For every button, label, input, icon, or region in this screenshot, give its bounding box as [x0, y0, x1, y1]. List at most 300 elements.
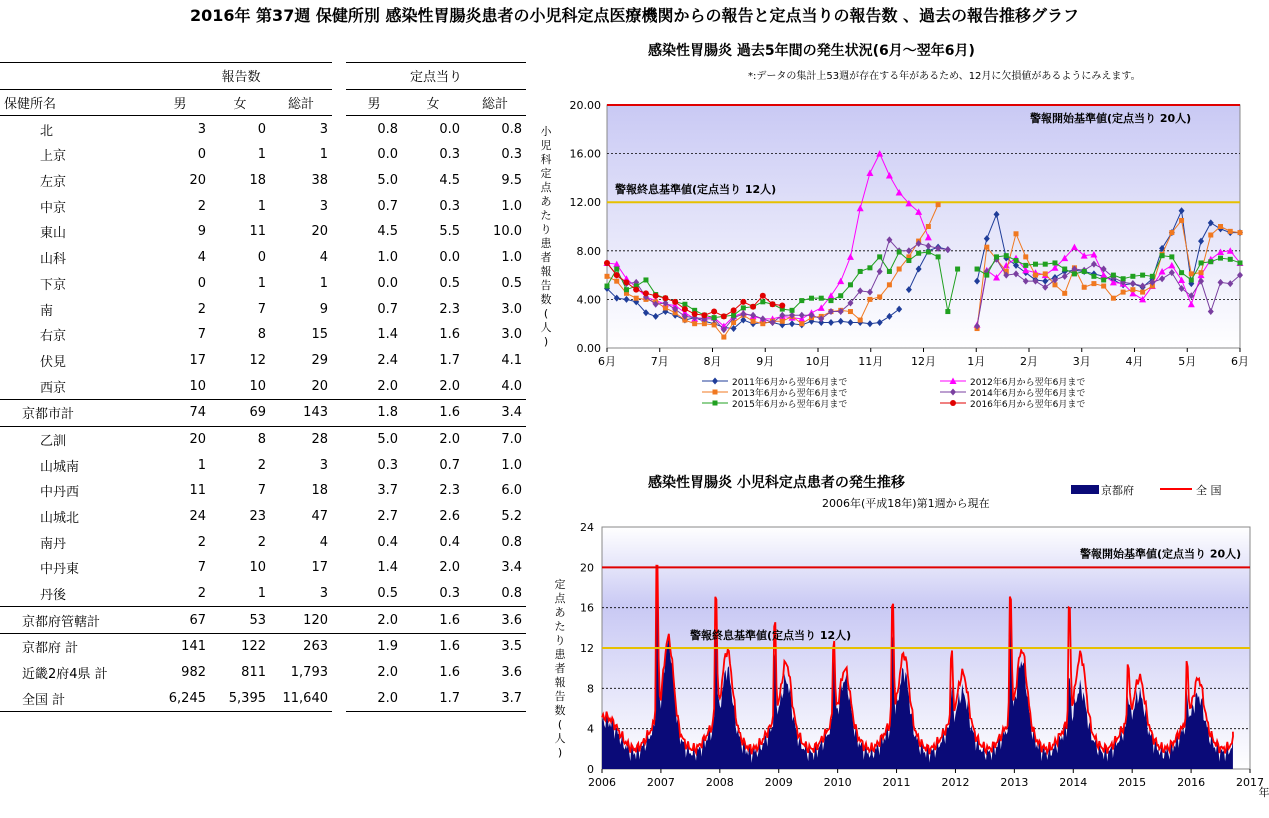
- chart1-legend-label: 2012年6月から翌年6月まで: [970, 378, 1086, 388]
- chart1-data-point: [760, 293, 766, 299]
- chart1-data-point: [1160, 253, 1165, 258]
- chart1-data-point: [926, 224, 931, 229]
- chart1-legend-marker: [950, 389, 956, 396]
- chart1-data-point: [1218, 256, 1223, 261]
- chart2-ytick-label: 24: [580, 521, 594, 534]
- chart1-threshold-label: 警報開始基準値(定点当り 20人): [1030, 112, 1192, 125]
- chart1-data-point: [779, 302, 785, 308]
- row-name-cell: 山城南: [40, 459, 80, 475]
- table-cell: 10.0: [493, 224, 522, 240]
- chart1-data-point: [653, 293, 659, 299]
- table-cell: 1: [319, 275, 328, 291]
- chart1-note: *:データの集計上53週が存在する年があるため、12月に欠損値があるようにみえます。: [748, 71, 1141, 82]
- row-name-cell: 南丹: [40, 536, 67, 552]
- chart2-xtick-label: 2015: [1118, 776, 1147, 789]
- chart1-legend-label: 2011年6月から翌年6月まで: [732, 378, 848, 388]
- table-cell: 2.3: [439, 483, 460, 499]
- table-row: [0, 219, 526, 245]
- chart1-data-point: [936, 254, 941, 259]
- table-row: [0, 296, 526, 322]
- chart1-data-point: [984, 273, 989, 278]
- table-cell: 3: [319, 586, 328, 602]
- chart2-xtick-label: 2012: [941, 776, 970, 789]
- table-row: [0, 504, 526, 530]
- table-cell: 11,640: [270, 686, 332, 712]
- chart1-ylabel-char: 人: [540, 321, 552, 334]
- chart1-data-point: [1189, 277, 1194, 282]
- chart1-ytick-label: 4.00: [576, 293, 601, 307]
- page-title: 2016年 第37週 保健所別 感染性胃腸炎患者の小児科定点医療機関からの報告と定点当りの報告数 、過去の報告推移グラフ: [189, 6, 1080, 25]
- chart2-xtick-label: 2007: [646, 776, 675, 789]
- table-row: [0, 634, 526, 660]
- chart2-ylabel-char: あ: [554, 606, 566, 619]
- row-name-cell: 南: [40, 303, 54, 319]
- table-cell: 7: [257, 301, 266, 317]
- row-name-cell: 上京: [40, 149, 67, 165]
- table-cell: 7: [197, 560, 206, 576]
- column-header-total: 総計: [270, 89, 332, 116]
- chart1-data-point: [906, 258, 911, 263]
- chart2-xtick-label: 2014: [1059, 776, 1088, 789]
- chart2-xtick-label: 2010: [823, 776, 852, 789]
- table-cell: 2: [257, 457, 266, 473]
- table-cell: 1.0: [377, 250, 398, 266]
- chart2-ylabel-char: ): [557, 746, 563, 759]
- chart2-xtick-label: 2013: [1000, 776, 1029, 789]
- chart2-subtitle: 2006年(平成18年)第1週から現在: [822, 497, 990, 510]
- chart1-data-point: [614, 267, 619, 272]
- chart1-data-point: [605, 284, 610, 289]
- table-cell: 0.0: [439, 250, 460, 266]
- chart1-data-point: [1121, 276, 1126, 281]
- table-cell: 11: [189, 483, 206, 499]
- chart1-ylabel-char: り: [540, 223, 552, 236]
- chart1-ytick-label: 16.00: [569, 147, 601, 161]
- chart1-data-point: [740, 299, 746, 305]
- table-row: [0, 686, 526, 712]
- chart1-data-point: [1062, 267, 1067, 272]
- table-group-header-row: [0, 63, 526, 90]
- chart1-data-point: [838, 293, 843, 298]
- chart1-xtick-label: 2月: [1020, 355, 1038, 368]
- chart1-xtick-label: 5月: [1178, 355, 1197, 368]
- table-cell: 0.4: [377, 534, 398, 550]
- table-cell: 4: [319, 250, 328, 266]
- chart1-data-point: [1023, 263, 1028, 268]
- chart1-title: 感染性胃腸炎 過去5年間の発生状況(6月～翌年6月): [648, 43, 975, 59]
- chart1-data-point: [721, 313, 727, 319]
- table-cell: 17: [189, 352, 206, 368]
- table-cell: 18: [249, 173, 266, 189]
- table-cell: 2.7: [377, 509, 398, 525]
- table-cell: 1.6: [402, 399, 464, 426]
- table-cell: 15: [311, 327, 328, 343]
- chart1-data-point: [916, 251, 921, 256]
- table-cell: 17: [311, 560, 328, 576]
- chart1-data-point: [634, 296, 639, 301]
- chart1-xtick-label: 7月: [650, 355, 669, 368]
- chart1-data-point: [1111, 296, 1116, 301]
- table-row: [0, 581, 526, 607]
- chart1-data-point: [867, 265, 872, 270]
- chart1-data-point: [1199, 270, 1204, 275]
- table-column-header-row: [0, 89, 526, 116]
- chart1-xtick-label: 6月: [598, 355, 616, 368]
- table-cell: 2: [197, 586, 206, 602]
- table-cell: 1.6: [439, 327, 460, 343]
- row-name-cell: 山科: [40, 252, 67, 268]
- chart1-data-point: [1208, 259, 1213, 264]
- chart1-legend-marker: [713, 401, 718, 406]
- row-name-cell: 全国 計: [0, 686, 150, 712]
- table-cell: 1: [257, 147, 266, 163]
- table-cell: 11: [249, 224, 266, 240]
- chart1-data-point: [1014, 258, 1019, 263]
- table-cell: 2.0: [346, 607, 402, 634]
- chart1-data-point: [721, 335, 726, 340]
- group-header-reports: 報告数: [150, 63, 332, 90]
- table-cell: 0.5: [439, 275, 460, 291]
- table-cell: 8: [257, 431, 266, 447]
- chart1-data-point: [819, 296, 824, 301]
- table-cell: 982: [181, 665, 206, 681]
- chart2-xtick-label: 2016: [1177, 776, 1206, 789]
- table-row: [0, 399, 526, 426]
- table-cell: 2: [197, 301, 206, 317]
- chart2-ytick-label: 8: [587, 682, 594, 696]
- chart1-ylabel-char: 数: [540, 293, 552, 306]
- chart1-data-point: [614, 279, 619, 284]
- table-cell: 53: [210, 607, 270, 634]
- chart1-data-point: [751, 319, 756, 324]
- chart1-data-point: [712, 315, 717, 320]
- table-cell: 1: [319, 147, 328, 163]
- table-cell: 1.8: [346, 399, 402, 426]
- table-cell: 1.6: [402, 607, 464, 634]
- table-cell: 1.0: [501, 198, 522, 214]
- table-cell: 12: [249, 352, 266, 368]
- row-name-cell: 山城北: [40, 511, 80, 527]
- chart1-data-point: [975, 267, 980, 272]
- table-row: [0, 529, 526, 555]
- chart1-data-point: [1043, 262, 1048, 267]
- table-cell: 0.7: [377, 301, 398, 317]
- chart1-data-point: [605, 274, 610, 279]
- table-row: [0, 322, 526, 348]
- chart1-data-point: [711, 309, 717, 315]
- table-row: [0, 348, 526, 374]
- table-cell: 263: [303, 639, 328, 655]
- table-cell: 3.0: [501, 327, 522, 343]
- table-cell: 2.0: [377, 378, 398, 394]
- table-cell: 5.0: [377, 431, 398, 447]
- table-cell: 5.2: [501, 509, 522, 525]
- table-cell: 2.3: [439, 301, 460, 317]
- chart2-ytick-label: 20: [580, 561, 594, 575]
- chart1-ylabel-char: 定: [540, 167, 552, 180]
- chart1-data-point: [770, 301, 776, 307]
- chart2-xtick-label: 2009: [764, 776, 793, 789]
- chart2-ytick-label: 12: [580, 642, 594, 655]
- chart1-data-point: [1082, 269, 1087, 274]
- table-cell: 0.8: [377, 121, 398, 137]
- chart2-xtick-label: 2017: [1236, 776, 1264, 789]
- table-cell: 10: [249, 378, 266, 394]
- chart1-data-point: [1101, 284, 1106, 289]
- chart1-ytick-label: 20.00: [569, 99, 601, 112]
- table-row: [0, 142, 526, 168]
- chart1-data-point: [809, 296, 814, 301]
- chart1-xtick-label: 6月: [1231, 355, 1249, 368]
- table-row: [0, 271, 526, 297]
- chart1-data-point: [692, 311, 698, 317]
- column-header-per-site-male: 男: [346, 89, 402, 116]
- table-cell: 1.0: [501, 457, 522, 473]
- chart1-data-point: [1043, 271, 1048, 276]
- table-cell: 2.0: [377, 665, 398, 681]
- table-cell: 5.5: [439, 224, 460, 240]
- chart1-ylabel-char: 患: [540, 237, 552, 250]
- row-name-cell: 京都市計: [0, 399, 150, 426]
- chart2-ytick-label: 4: [587, 722, 594, 736]
- table-cell: 3.4: [501, 560, 522, 576]
- chart1-ylabel-char: 告: [540, 279, 552, 292]
- table-cell: 0.3: [501, 147, 522, 163]
- table-cell: 1.4: [377, 560, 398, 576]
- row-name-cell: 下京: [40, 277, 67, 293]
- table-cell: 20: [311, 224, 328, 240]
- chart1-data-point: [790, 308, 795, 313]
- chart1-threshold-label: 警報終息基準値(定点当り 12人): [615, 183, 777, 197]
- chart1-legend-marker: [950, 400, 956, 406]
- chart1-data-point: [1004, 253, 1009, 258]
- chart1-data-point: [623, 279, 629, 285]
- table-row: [0, 555, 526, 581]
- chart1-data-point: [858, 318, 863, 323]
- chart1-ylabel-char: 点: [540, 181, 552, 194]
- table-cell: 9.5: [501, 173, 522, 189]
- row-name-cell: 京都府 計: [22, 641, 79, 657]
- chart1-ylabel-char: 科: [540, 153, 552, 166]
- table-cell: 6.0: [501, 483, 522, 499]
- table-cell: 69: [210, 399, 270, 426]
- table-cell: 811: [241, 665, 266, 681]
- row-name-cell: 近畿2府4県 計: [22, 667, 108, 683]
- table-cell: 0.0: [439, 121, 460, 137]
- chart2-ylabel-char: 点: [554, 592, 566, 605]
- table-cell: 4.0: [501, 378, 522, 394]
- row-name-cell: 中丹西: [40, 485, 80, 501]
- chart2-x-unit-label: 年: [1258, 786, 1269, 799]
- chart1-data-point: [1179, 270, 1184, 275]
- table-cell: 1.4: [377, 327, 398, 343]
- chart1-data-point: [877, 294, 882, 299]
- table-cell: 1.6: [439, 639, 460, 655]
- chart1-data-point: [848, 309, 853, 314]
- table-row: [0, 452, 526, 478]
- chart1-data-point: [643, 277, 648, 282]
- table-cell: 2: [257, 534, 266, 550]
- chart1-data-point: [1130, 287, 1135, 292]
- table-cell: 7: [257, 483, 266, 499]
- chart2-ylabel-char: 患: [554, 648, 566, 661]
- table-cell: 6,245: [150, 686, 210, 712]
- table-cell: 4: [197, 250, 206, 266]
- chart1-data-point: [1199, 260, 1204, 265]
- table-cell: 4: [319, 534, 328, 550]
- chart2-threshold-label: 警報終息基準値(定点当り 12人): [690, 629, 852, 642]
- table-cell: 20: [311, 378, 328, 394]
- chart2-xtick-label: 2008: [705, 776, 734, 789]
- table-cell: 1: [257, 586, 266, 602]
- chart1-data-point: [1062, 291, 1067, 296]
- table-cell: 0.7: [377, 198, 398, 214]
- chart1-ylabel-char: 者: [540, 251, 552, 264]
- chart1-data-point: [1033, 273, 1038, 278]
- table-cell: 0.8: [501, 534, 522, 550]
- chart2-threshold-label: 警報開始基準値(定点当り 20人): [1080, 547, 1242, 561]
- table-cell: 0.0: [377, 275, 398, 291]
- chart2-ylabel-char: り: [554, 634, 566, 647]
- chart1-data-point: [643, 290, 649, 296]
- row-name-cell: 中京: [40, 200, 67, 216]
- table-cell: 0: [257, 121, 266, 137]
- chart1-data-point: [624, 287, 629, 292]
- chart1-data-point: [1169, 230, 1174, 235]
- table-cell: 1.6: [439, 665, 460, 681]
- chart1-data-point: [1179, 218, 1184, 223]
- group-header-per-site: 定点当り: [346, 63, 526, 90]
- chart1-data-point: [1091, 274, 1096, 279]
- chart1-plot-area: [607, 105, 1240, 348]
- chart1-data-point: [1228, 229, 1233, 234]
- table-cell: 143: [270, 399, 332, 426]
- row-name-cell: 左京: [40, 175, 67, 191]
- table-cell: 0.4: [439, 534, 460, 550]
- chart1-data-point: [858, 269, 863, 274]
- chart1-data-point: [1111, 273, 1116, 278]
- chart1-data-point: [1082, 285, 1087, 290]
- chart1-data-point: [1014, 231, 1019, 236]
- table-cell: 1.0: [501, 250, 522, 266]
- chart1-ytick-label: 8.00: [576, 244, 601, 258]
- chart1-data-point: [750, 304, 756, 310]
- row-name-cell: 東山: [40, 226, 67, 242]
- table-cell: 3.7: [377, 483, 398, 499]
- table-cell: 2.4: [377, 352, 398, 368]
- table-cell: 3: [319, 457, 328, 473]
- chart2-xtick-label: 2006: [588, 776, 616, 789]
- chart1-data-point: [1150, 274, 1155, 279]
- table-cell: 141: [181, 639, 206, 655]
- chart1-data-point: [1208, 233, 1213, 238]
- table-cell: 0.5: [377, 586, 398, 602]
- chart1-xtick-label: 11月: [858, 355, 884, 368]
- table-cell: 20: [189, 431, 206, 447]
- chart1-data-point: [1140, 273, 1145, 278]
- chart1-data-point: [945, 309, 950, 314]
- table-cell: 1: [197, 457, 206, 473]
- table-cell: 2.0: [439, 431, 460, 447]
- chart1-xtick-label: 12月: [911, 355, 936, 368]
- row-name-cell: 京都府管轄計: [0, 607, 150, 634]
- table-cell: 3.4: [464, 399, 526, 426]
- chart1-svg: [530, 85, 1269, 425]
- table-cell: 2.6: [439, 509, 460, 525]
- column-header-name: 保健所名: [0, 89, 150, 116]
- table-cell: 67: [150, 607, 210, 634]
- table-cell: 2.0: [346, 686, 402, 712]
- chart1-ytick-label: 12.00: [569, 196, 601, 210]
- chart1-xtick-label: 10月: [805, 355, 831, 368]
- chart2-ytick-label: 0: [587, 763, 594, 776]
- chart1-xtick-label: 4月: [1125, 355, 1144, 368]
- chart2-ytick-label: 16: [580, 601, 594, 615]
- row-name-cell: 右京: [40, 329, 67, 345]
- chart1-data-point: [887, 282, 892, 287]
- table-cell: 47: [311, 509, 328, 525]
- table-cell: 5.0: [377, 173, 398, 189]
- row-name-cell: 乙訓: [40, 433, 67, 449]
- table-cell: 10: [249, 560, 266, 576]
- chart1-data-point: [1121, 290, 1126, 295]
- table-cell: 3: [319, 121, 328, 137]
- chart1-data-point: [799, 321, 804, 326]
- table-cell: 4.5: [439, 173, 460, 189]
- row-name-cell: 伏見: [40, 354, 67, 370]
- table-cell: 0: [197, 275, 206, 291]
- table-row: [0, 607, 526, 634]
- chart1-data-point: [887, 269, 892, 274]
- table-cell: 24: [189, 509, 206, 525]
- chart1-data-point: [701, 312, 707, 318]
- table-cell: 7: [197, 327, 206, 343]
- chart1-data-point: [712, 322, 717, 327]
- chart1-legend-label: 2014年6月から翌年6月まで: [970, 389, 1086, 399]
- chart1-data-point: [633, 287, 639, 293]
- table-row: [0, 478, 526, 504]
- chart1-xtick-label: 9月: [756, 355, 775, 368]
- chart1-xtick-label: 8月: [703, 355, 722, 368]
- chart1-xtick-label: 1月: [967, 355, 986, 368]
- table-cell: 1,793: [290, 665, 328, 681]
- table-cell: 10: [189, 378, 206, 394]
- table-cell: 2: [197, 534, 206, 550]
- chart1-data-point: [984, 245, 989, 250]
- chart1-data-point: [1238, 230, 1243, 235]
- chart1-data-point: [1218, 224, 1223, 229]
- table-cell: 120: [270, 607, 332, 634]
- table-cell: 1.7: [439, 352, 460, 368]
- table-body: [0, 116, 526, 712]
- stats-table: [0, 62, 526, 712]
- table-cell: 122: [241, 639, 266, 655]
- chart1-ylabel-char: (: [543, 307, 549, 320]
- chart1-data-point: [1169, 254, 1174, 259]
- chart2-ylabel-char: 数: [554, 704, 566, 717]
- chart1-data-point: [731, 307, 737, 313]
- table-cell: 23: [249, 509, 266, 525]
- table-cell: 9: [319, 301, 328, 317]
- chart2-ylabel-char: 者: [554, 662, 566, 675]
- table-cell: 1: [257, 275, 266, 291]
- table-row: [0, 426, 526, 452]
- table-cell: 18: [311, 483, 328, 499]
- table-row: [0, 245, 526, 271]
- chart1-data-point: [897, 267, 902, 272]
- table-cell: 1.9: [377, 639, 398, 655]
- chart2-legend-label-national: 全 国: [1196, 484, 1222, 497]
